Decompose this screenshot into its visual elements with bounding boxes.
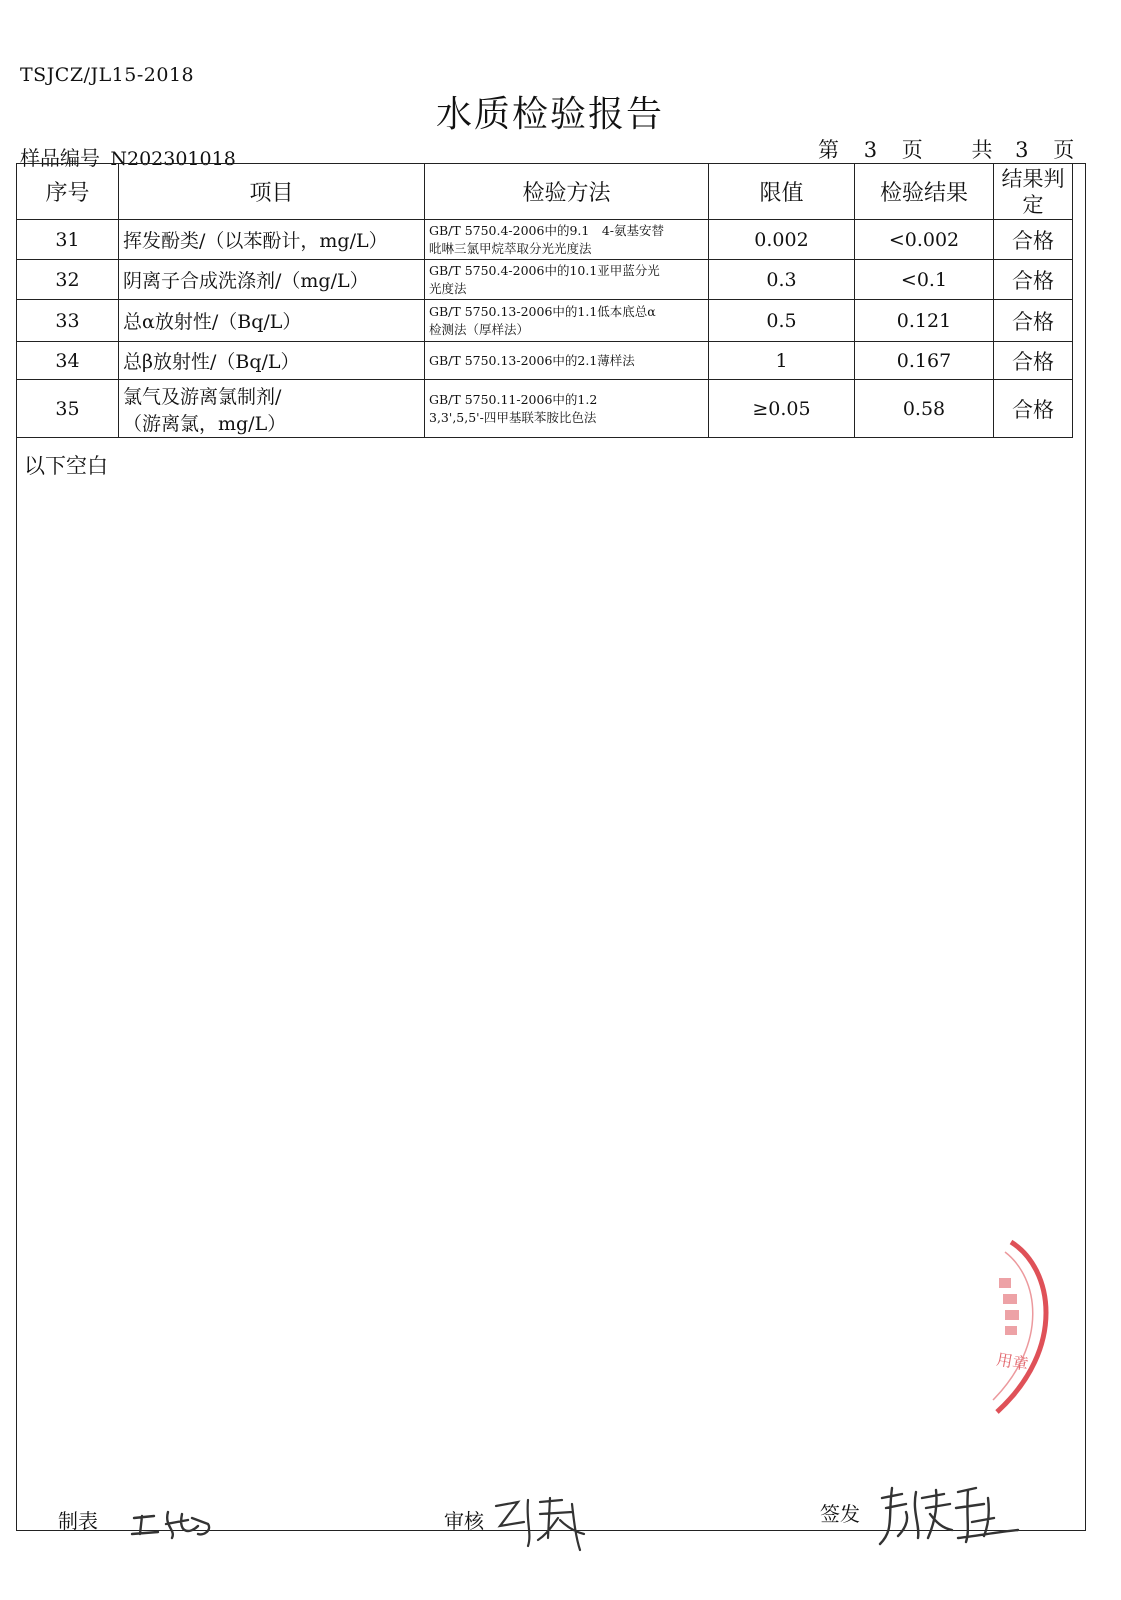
method-line: 检测法（厚样法） [429,321,530,337]
issued-by [820,1498,860,1527]
row-verdict: 合格 [994,260,1073,300]
item-line: （游离氯，mg/L） [123,412,287,435]
table-row [17,220,1073,260]
method-line: GB/T 5750.4-2006中的9.1 4-氨基安替 [429,222,665,238]
header-method: 检验方法 [425,164,709,220]
method-line: GB/T 5750.4-2006中的10.1亚甲蓝分光 [429,262,660,278]
total-unit: 页 [1053,138,1075,162]
row-method [425,220,709,260]
reviewer-signature [488,1492,598,1554]
header-seq: 序号 [17,164,119,220]
row-method [425,342,709,380]
method-line: 3,3',5,5'-四甲基联苯胺比色法 [429,409,597,425]
header-item: 项目 [119,164,425,220]
prepared-signature [128,1500,218,1545]
row-item: 总α放射性/（Bq/L） [119,300,425,342]
page-number: 3 [863,138,878,162]
row-result: 0.121 [855,300,994,342]
row-seq: 31 [17,220,119,260]
report-title: 水质检验报告 [435,94,664,135]
method-line: GB/T 5750.13-2006中的2.1薄样法 [429,352,635,368]
row-limit: 0.002 [709,220,855,260]
item-line: 氯气及游离氯制剂/ [123,385,282,408]
row-limit: ≥0.05 [709,380,855,438]
row-seq: 34 [17,342,119,380]
row-verdict: 合格 [994,342,1073,380]
method-line: GB/T 5750.11-2006中的1.2 [429,391,598,407]
sample-number-label: 样品编号 [20,146,100,170]
table-row [17,380,1073,438]
sample-number-value: N202301018 [110,148,236,170]
row-item: 总β放射性/（Bq/L） [119,342,425,380]
row-method [425,300,709,342]
seal-characters [999,1278,1019,1335]
row-method [425,380,709,438]
table-row [17,342,1073,380]
row-item [119,380,425,438]
results-table [16,163,1073,438]
row-limit: 0.3 [709,260,855,300]
row-verdict: 合格 [994,380,1073,438]
method-line: 吡啉三氯甲烷萃取分光光度法 [429,240,592,256]
issuer-signature [872,1478,1022,1550]
row-result: 0.58 [855,380,994,438]
row-method [425,260,709,300]
row-limit: 1 [709,342,855,380]
row-seq: 32 [17,260,119,300]
official-seal [975,1238,1059,1416]
prepared-by [58,1505,98,1534]
page-prefix: 第 [818,138,839,162]
header-result: 检验结果 [855,164,994,220]
reviewed-by [444,1505,484,1534]
row-result: <0.1 [855,260,994,300]
document-code: TSJCZ/JL15-2018 [20,64,195,86]
seal-text: 用章 [995,1349,1030,1374]
total-pages: 3 [1015,138,1029,162]
issued-label: 签发 [820,1502,860,1526]
total-prefix: 共 [971,138,993,162]
row-verdict: 合格 [994,300,1073,342]
table-row [17,300,1073,342]
row-item: 阴离子合成洗涤剂/（mg/L） [119,260,425,300]
row-seq: 33 [17,300,119,342]
prepared-label: 制表 [58,1509,98,1533]
table-row [17,260,1073,300]
row-seq: 35 [17,380,119,438]
row-result: 0.167 [855,342,994,380]
page-indicator [818,134,1074,164]
header-limit: 限值 [709,164,855,220]
row-result: <0.002 [855,220,994,260]
row-item: 挥发酚类/（以苯酚计，mg/L） [119,220,425,260]
table-header-row [17,164,1073,220]
blank-below-note: 以下空白 [24,454,108,478]
page-unit: 页 [901,138,923,162]
method-line: 光度法 [429,280,467,296]
row-verdict: 合格 [994,220,1073,260]
header-verdict: 结果判定 [994,164,1073,220]
row-limit: 0.5 [709,300,855,342]
reviewed-label: 审核 [444,1509,484,1533]
method-line: GB/T 5750.13-2006中的1.1低本底总α [429,303,656,319]
